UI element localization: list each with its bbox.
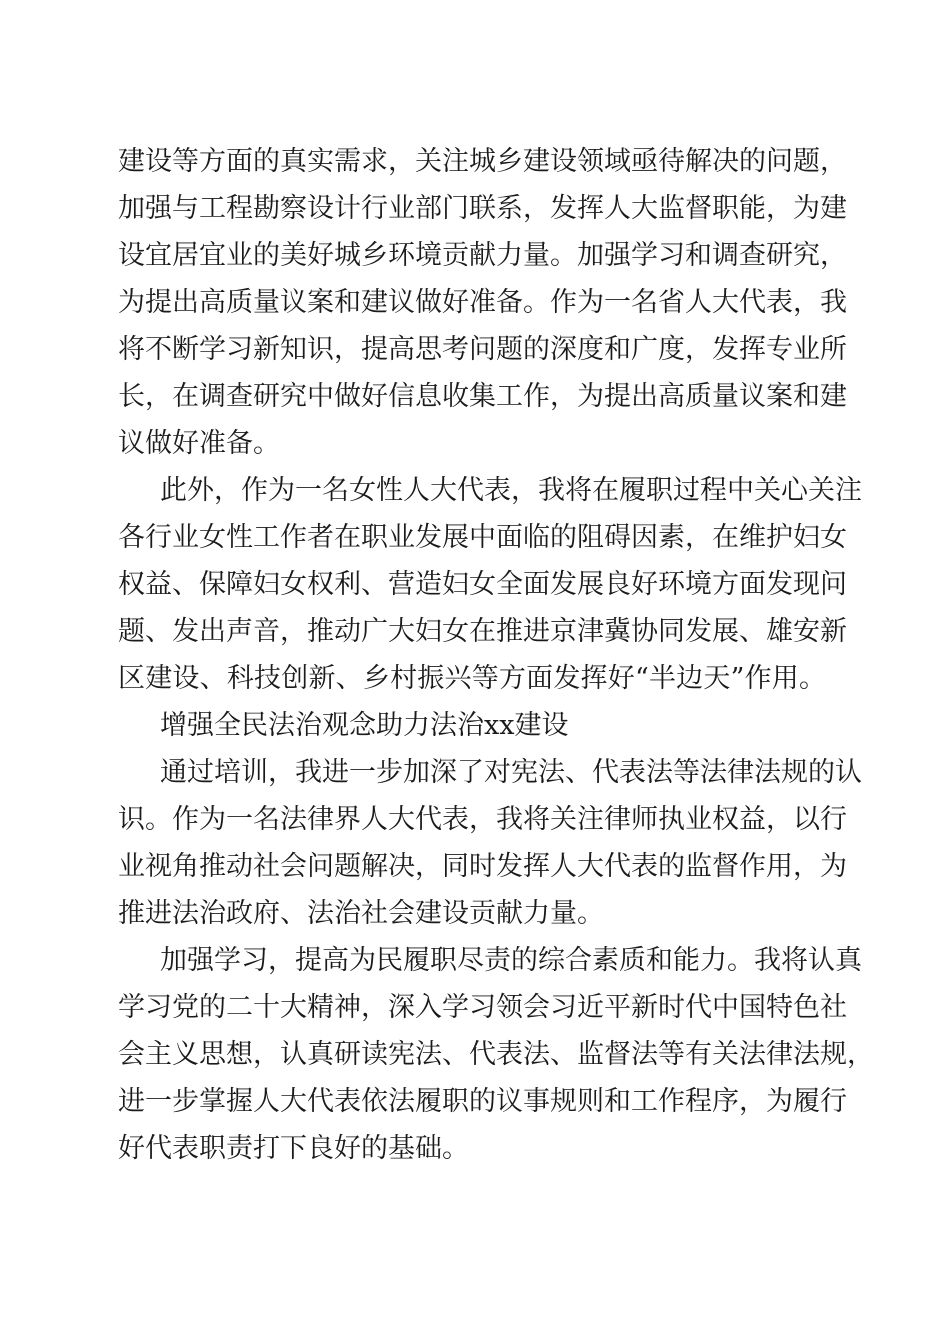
text-line: 进一步掌握人大代表依法履职的议事规则和工作程序，为履行 bbox=[118, 1086, 847, 1117]
heading-text: 增强全民法治观念助力法治xx建设 bbox=[160, 710, 569, 741]
text-line: 建设等方面的真实需求，关注城乡建设领域亟待解决的问题， bbox=[118, 146, 847, 177]
text-line: 将不断学习新知识，提高思考问题的深度和广度，发挥专业所 bbox=[118, 334, 847, 365]
text-line: 权益、保障妇女权利、营造妇女全面发展良好环境方面发现问 bbox=[118, 569, 847, 600]
text-line: 推进法治政府、法治社会建设贡献力量。 bbox=[118, 898, 604, 929]
text-line: 通过培训，我进一步加深了对宪法、代表法等法律法规的认 bbox=[160, 757, 862, 788]
text-line: 各行业女性工作者在职业发展中面临的阻碍因素，在维护妇女 bbox=[118, 522, 847, 553]
text-line: 题、发出声音，推动广大妇女在推进京津冀协同发展、雄安新 bbox=[118, 616, 847, 647]
text-line: 加强学习，提高为民履职尽责的综合素质和能力。我将认真 bbox=[160, 945, 862, 976]
paragraph bbox=[118, 138, 847, 467]
text-line: 识。作为一名法律界人大代表，我将关注律师执业权益，以行 bbox=[118, 804, 847, 835]
text-line: 加强与工程勘察设计行业部门联系，发挥人大监督职能，为建 bbox=[118, 193, 847, 224]
paragraph bbox=[118, 749, 862, 937]
text-line: 为提出高质量议案和建议做好准备。作为一名省人大代表，我 bbox=[118, 287, 847, 318]
paragraph bbox=[118, 937, 874, 1172]
text-line: 业视角推动社会问题解决，同时发挥人大代表的监督作用，为 bbox=[118, 851, 847, 882]
paragraph bbox=[118, 467, 862, 702]
text-line: 设宜居宜业的美好城乡环境贡献力量。加强学习和调查研究， bbox=[118, 240, 847, 271]
section-heading bbox=[118, 702, 838, 749]
text-line: 长，在调查研究中做好信息收集工作，为提出高质量议案和建 bbox=[118, 381, 847, 412]
document-body bbox=[118, 138, 874, 1172]
text-line: 学习党的二十大精神，深入学习领会习近平新时代中国特色社 bbox=[118, 992, 847, 1023]
text-line: 好代表职责打下良好的基础。 bbox=[118, 1133, 469, 1164]
text-line: 会主义思想，认真研读宪法、代表法、监督法等有关法律法规， bbox=[118, 1039, 874, 1070]
text-line: 此外，作为一名女性人大代表，我将在履职过程中关心关注 bbox=[160, 475, 862, 506]
text-line: 议做好准备。 bbox=[118, 428, 280, 459]
text-line: 区建设、科技创新、乡村振兴等方面发挥好“半边天”作用。 bbox=[118, 663, 826, 694]
